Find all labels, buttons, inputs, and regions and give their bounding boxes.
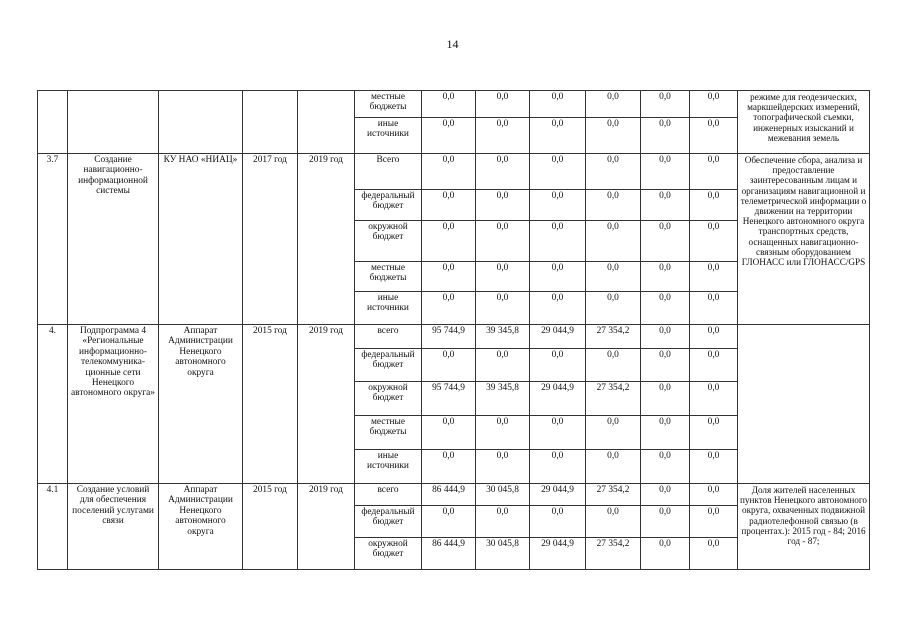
- funding-source-cell: окружной бюджет: [355, 538, 422, 570]
- amount-cell: 0,0: [422, 349, 476, 382]
- amount-cell: 0,0: [690, 450, 738, 484]
- funding-source-cell: всего: [355, 325, 422, 349]
- amount-cell: 0,0: [586, 349, 641, 382]
- amount-cell: 95 744,9: [422, 325, 476, 349]
- amount-cell: 0,0: [641, 538, 690, 570]
- result-cell: Доля жителей населенных пунктов Ненецкого автономного округа, охваченных подвижной радиотелефонной связью (в процентах.): 2015 год - 84; 2016 год - 87;: [738, 484, 870, 570]
- amount-cell: 0,0: [641, 506, 690, 538]
- funding-source-cell: местные бюджеты: [355, 91, 422, 118]
- amount-cell: 0,0: [422, 190, 476, 221]
- amount-cell: 0,0: [641, 325, 690, 349]
- amount-cell: 0,0: [530, 416, 586, 450]
- start-year-cell: 2015 год: [243, 484, 298, 570]
- amount-cell: 0,0: [476, 416, 530, 450]
- table-row: [38, 325, 870, 349]
- measure-name-cell: Подпрограмма 4 «Региональные информационно-телекоммуника-ционные сети Ненецкого автономного округа»: [68, 325, 159, 484]
- amount-cell: 95 744,9: [422, 382, 476, 416]
- amount-cell: 27 354,2: [586, 538, 641, 570]
- amount-cell: 0,0: [641, 416, 690, 450]
- amount-cell: 0,0: [422, 292, 476, 325]
- amount-cell: 0,0: [690, 118, 738, 154]
- amount-cell: 0,0: [586, 190, 641, 221]
- amount-cell: 30 045,8: [476, 484, 530, 506]
- amount-cell: 0,0: [422, 221, 476, 262]
- budget-table: [37, 90, 870, 570]
- row-number-cell: 4.: [38, 325, 68, 484]
- amount-cell: 0,0: [476, 154, 530, 190]
- amount-cell: 0,0: [641, 91, 690, 118]
- amount-cell: 0,0: [422, 91, 476, 118]
- amount-cell: 0,0: [530, 154, 586, 190]
- amount-cell: 27 354,2: [586, 325, 641, 349]
- executor-cell: [159, 91, 243, 154]
- amount-cell: 0,0: [476, 349, 530, 382]
- amount-cell: 0,0: [422, 450, 476, 484]
- amount-cell: 0,0: [641, 221, 690, 262]
- amount-cell: 0,0: [530, 190, 586, 221]
- end-year-cell: 2019 год: [298, 484, 355, 570]
- funding-source-cell: всего: [355, 484, 422, 506]
- amount-cell: 0,0: [690, 262, 738, 292]
- result-cell: Обеспечение сбора, анализа и предоставление заинтересованным лицам и организациям навигационной и телеметрической информации о движении на территории Ненецкого автономного округа транспортных средств, оснащенных навигационно-связным оборудованием ГЛОНАСС или ГЛОНАСС/GPS: [738, 154, 870, 325]
- funding-source-cell: федеральный бюджет: [355, 506, 422, 538]
- amount-cell: 0,0: [641, 349, 690, 382]
- amount-cell: 0,0: [586, 91, 641, 118]
- amount-cell: 0,0: [690, 154, 738, 190]
- funding-source-cell: иные источники: [355, 292, 422, 325]
- executor-cell: КУ НАО «НИАЦ»: [159, 154, 243, 325]
- amount-cell: 0,0: [690, 349, 738, 382]
- amount-cell: 0,0: [476, 190, 530, 221]
- amount-cell: 0,0: [530, 506, 586, 538]
- amount-cell: 0,0: [422, 506, 476, 538]
- amount-cell: 0,0: [690, 91, 738, 118]
- amount-cell: 0,0: [641, 190, 690, 221]
- amount-cell: 27 354,2: [586, 484, 641, 506]
- amount-cell: 0,0: [641, 484, 690, 506]
- amount-cell: 0,0: [690, 292, 738, 325]
- funding-source-cell: местные бюджеты: [355, 416, 422, 450]
- amount-cell: 29 044,9: [530, 538, 586, 570]
- amount-cell: 0,0: [530, 91, 586, 118]
- executor-cell: Аппарат Администрации Ненецкого автономного округа: [159, 484, 243, 570]
- amount-cell: 0,0: [586, 450, 641, 484]
- amount-cell: 0,0: [641, 154, 690, 190]
- amount-cell: 0,0: [690, 325, 738, 349]
- amount-cell: 29 044,9: [530, 484, 586, 506]
- amount-cell: 0,0: [586, 416, 641, 450]
- amount-cell: 0,0: [476, 262, 530, 292]
- amount-cell: 0,0: [530, 450, 586, 484]
- amount-cell: 0,0: [530, 349, 586, 382]
- table-row: [38, 484, 870, 506]
- row-number-cell: 3.7: [38, 154, 68, 325]
- amount-cell: 0,0: [641, 450, 690, 484]
- amount-cell: 0,0: [530, 292, 586, 325]
- amount-cell: 0,0: [476, 91, 530, 118]
- amount-cell: 0,0: [476, 221, 530, 262]
- amount-cell: 86 444,9: [422, 538, 476, 570]
- amount-cell: 0,0: [476, 118, 530, 154]
- amount-cell: 0,0: [690, 190, 738, 221]
- amount-cell: 0,0: [690, 221, 738, 262]
- amount-cell: 0,0: [476, 292, 530, 325]
- amount-cell: 0,0: [586, 262, 641, 292]
- row-number-cell: [38, 91, 68, 154]
- funding-source-cell: Всего: [355, 154, 422, 190]
- amount-cell: 0,0: [690, 538, 738, 570]
- funding-source-cell: иные источники: [355, 118, 422, 154]
- page-number: 14: [446, 37, 459, 51]
- amount-cell: 0,0: [530, 221, 586, 262]
- start-year-cell: 2015 год: [243, 325, 298, 484]
- amount-cell: 0,0: [476, 450, 530, 484]
- amount-cell: 0,0: [422, 118, 476, 154]
- amount-cell: 39 345,8: [476, 325, 530, 349]
- amount-cell: 0,0: [641, 118, 690, 154]
- start-year-cell: [243, 91, 298, 154]
- measure-name-cell: Создание навигационно-информационной системы: [68, 154, 159, 325]
- result-cell: [738, 325, 870, 484]
- amount-cell: 0,0: [641, 292, 690, 325]
- amount-cell: 30 045,8: [476, 538, 530, 570]
- amount-cell: 29 044,9: [530, 325, 586, 349]
- end-year-cell: 2019 год: [298, 325, 355, 484]
- amount-cell: 0,0: [476, 506, 530, 538]
- end-year-cell: [298, 91, 355, 154]
- end-year-cell: 2019 год: [298, 154, 355, 325]
- table-row: [38, 91, 870, 118]
- result-cell: режиме для геодезических, маркшейдерских измерений, топографической съемки, инженерных изысканий и межевания земель: [738, 91, 870, 154]
- amount-cell: 0,0: [586, 154, 641, 190]
- amount-cell: 29 044,9: [530, 382, 586, 416]
- amount-cell: 0,0: [690, 484, 738, 506]
- funding-source-cell: окружной бюджет: [355, 221, 422, 262]
- amount-cell: 0,0: [690, 506, 738, 538]
- measure-name-cell: [68, 91, 159, 154]
- table-row: [38, 154, 870, 190]
- funding-source-cell: местные бюджеты: [355, 262, 422, 292]
- amount-cell: 0,0: [586, 118, 641, 154]
- amount-cell: 0,0: [422, 416, 476, 450]
- amount-cell: 0,0: [530, 118, 586, 154]
- funding-source-cell: федеральный бюджет: [355, 190, 422, 221]
- amount-cell: 0,0: [641, 382, 690, 416]
- start-year-cell: 2017 год: [243, 154, 298, 325]
- row-number-cell: 4.1: [38, 484, 68, 570]
- funding-source-cell: окружной бюджет: [355, 382, 422, 416]
- amount-cell: 0,0: [586, 221, 641, 262]
- executor-cell: Аппарат Администрации Ненецкого автономного округа: [159, 325, 243, 484]
- measure-name-cell: Создание условий для обеспечения поселений услугами связи: [68, 484, 159, 570]
- amount-cell: 0,0: [422, 154, 476, 190]
- amount-cell: 0,0: [641, 262, 690, 292]
- amount-cell: 39 345,8: [476, 382, 530, 416]
- amount-cell: 0,0: [422, 262, 476, 292]
- funding-source-cell: федеральный бюджет: [355, 349, 422, 382]
- amount-cell: 27 354,2: [586, 382, 641, 416]
- amount-cell: 0,0: [586, 506, 641, 538]
- amount-cell: 0,0: [530, 262, 586, 292]
- amount-cell: 0,0: [690, 416, 738, 450]
- funding-source-cell: иные источники: [355, 450, 422, 484]
- amount-cell: 0,0: [586, 292, 641, 325]
- amount-cell: 86 444,9: [422, 484, 476, 506]
- amount-cell: 0,0: [690, 382, 738, 416]
